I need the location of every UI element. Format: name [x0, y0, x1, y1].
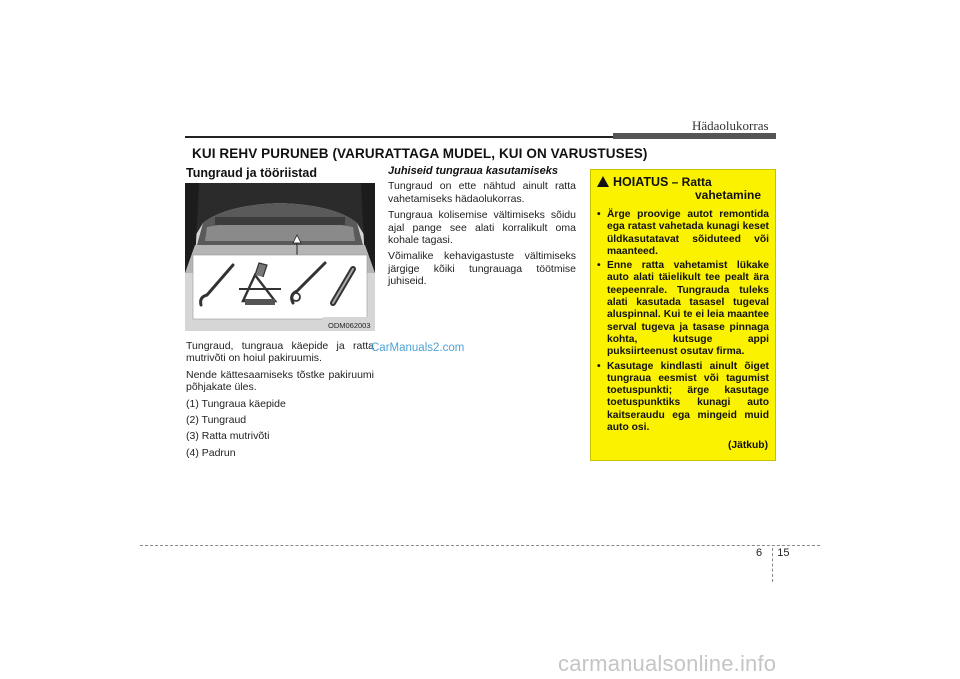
- section-title: Hädaolukorras: [692, 118, 769, 133]
- page-number-separator: [772, 548, 773, 582]
- jack-paragraph: Võimalike kehavigastuste vältimiseks järgige kõiki tungrauaga töötmise juhiseid.: [388, 250, 576, 288]
- bullet-icon: •: [597, 260, 601, 272]
- chapter-number: 6: [756, 547, 763, 559]
- header-rule-accent: [613, 133, 776, 139]
- tools-list-item: (3) Ratta mutrivõti: [186, 430, 270, 443]
- tools-list-item: (2) Tungraud: [186, 414, 247, 427]
- page-number-value: 15: [777, 547, 790, 559]
- warning-list: [597, 209, 769, 436]
- tools-list-item: (4) Padrun: [186, 446, 236, 459]
- jack-instructions: [388, 165, 576, 292]
- bullet-icon: •: [597, 209, 601, 220]
- jack-paragraph: Tungraud on ette nähtud ainult ratta vahetamiseks hädaolukorras.: [388, 180, 576, 205]
- jack-instructions-heading: Juhiseid tungraua kasutamiseks: [388, 165, 558, 177]
- trunk-illustration: [185, 183, 375, 331]
- header-rule: [185, 136, 613, 138]
- warning-item: • Ärge proovige autot remontida ega ratast vahetada kunagi keset üldkasutatavat sõiduteed või maanteed.: [597, 209, 769, 257]
- jack-paragraph: Tungraua kolisemise vältimiseks sõidu ajal pange see alati korralikult oma kohale tagasi.: [388, 209, 576, 247]
- main-heading: KUI REHV PURUNEB (VARURATTAGA MUDEL, KUI ON VARUSTUSES): [192, 146, 648, 161]
- warning-heading: [597, 176, 771, 202]
- warning-title: HOIATUS: [613, 175, 669, 189]
- tools-paragraph: Tungraud, tungraua käepide ja ratta mutrivõti on hoiul pakiruumis.: [186, 340, 374, 365]
- footer-rule: [140, 545, 820, 546]
- tools-text: [186, 340, 374, 463]
- tools-paragraph: Nende kättesaamiseks tõstke pakiruumi põhjakate üles.: [186, 368, 374, 394]
- tools-list-item: (1) Tungraua käepide: [186, 397, 286, 410]
- warning-item: • Enne ratta vahetamist lükake auto alati täielikult tee pealt ära teepeenrale. Tungrauda tuleks alati kasutada tasasel tugeval aluspinnal. Kui te ei leia maantee serval tugeva ja tasase pinnaga kohta, kutsuge appi puksiirteenust osutav firma.: [597, 260, 769, 358]
- watermark-carmanuals2[interactable]: CarManuals2.com: [371, 342, 465, 354]
- tools-heading: Tungraud ja tööriistad: [186, 166, 318, 180]
- warning-triangle-icon: [597, 176, 609, 187]
- warning-item: • Kasutage kindlasti ainult õiget tungraua eesmist või tagumist toetuspunkti; ärge kasutage toetuspunktiks kunagi auto kaitseraudu ega mingeid muid auto osi.: [597, 360, 769, 434]
- warning-subtitle: – Ratta: [671, 175, 712, 189]
- warning-subtitle-2: vahetamine: [695, 188, 762, 202]
- watermark-carmanualsonline[interactable]: carmanualsonline.info: [558, 651, 777, 676]
- warning-box: [590, 169, 776, 461]
- bullet-icon: •: [597, 360, 601, 372]
- figure-code: ODM062003: [328, 321, 371, 330]
- continued-label: (Jätkub): [727, 440, 768, 451]
- trunk-tools-figure: [185, 183, 375, 331]
